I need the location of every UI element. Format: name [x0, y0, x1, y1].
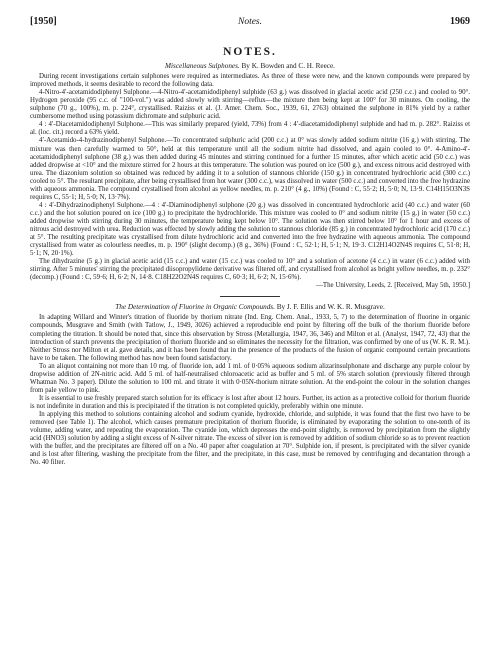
note1-signature: —The University, Leeds, 2. [Received, May 5th, 1950.]	[316, 282, 470, 290]
section-divider	[220, 296, 280, 297]
note1-title: Miscellaneous Sulphones.	[165, 62, 240, 71]
note2-paragraph: To an aliquot containing not more than 10 mg. of fluoride ion, add 1 ml. of 0·05% aqueous sodium alizarinsulphonate and discharge any purple colour by dropwise addition of 2N-nitric acid. Add 5 ml. of half-neutralised chloroacetic acid as buffer and 5 ml. of 5% starch solution (previously filtered through Whatman No. 3 paper). Dilute the solution to 100 ml. and titrate it with 0·05N-thorium nitrate solution. At the end-point the colour in the solution changes from pale yellow to pink.	[30, 362, 470, 394]
note2-paragraph: In applying this method to solutions containing alcohol and sodium cyanide, hydroxide, chloride, and sulphide, it was found that the first two have to be removed (see Table 1). The alcohol, which causes premature precipitation of thorium fluoride, is eliminated by evaporating the solution to one-tenth of its volume, adding water, and repeating the evaporation. The cyanide ion, which depresses the end-point slightly, is removed by precipitation from the slightly acid (HNO3) solution by adding a slight excess of N-silver nitrate. The excess of silver ion is removed by addition of sodium chloride so as to prevent reaction with the buffer, and the precipitates are filtered off on a No. 40 paper after coagulation at 70°. Sulphide ion, if present, is precipitated with the silver cyanide and is lost after filtering, washing the precipitate from the filter, and the precipitate, in this case, must be removed by centrifuging and decantation through a No. 40 filter.	[30, 410, 470, 467]
note2-paragraph: In adapting Willard and Winter's titration of fluoride by thorium nitrate (Ind. Eng. Chem. Anal., 1933, 5, 7) to the determination of fluorine in organic compounds, Musgrave and Smith (with Tatlow, J., 1949, 3026) achieved a reproducible end point by filtering off the bulk of the thorium fluoride before completing the titration. It should be noted that, since this observation by Stross (Metallurgia, 1947, 36, 346) and Milton et al. (Analyst, 1947, 72, 43) that the introduction of starch prevents the precipitation of thorium fluoride and so eliminates the necessity for the filtration, was confirmed by one of us (W. K. R. M.). Neither Stross nor Milton et al. gave details, and it has been found that in the presence of the products of the fusion of organic compound certain precautions have to be taken. The following method has now been found satisfactory.	[30, 314, 470, 362]
header-page-number: 1969	[450, 16, 470, 27]
note1-paragraph: 4 : 4′-Dihydrazinodiphenyl Sulphone.—4 : 4′-Diaminodiphenyl sulphone (20 g.) was dissolved in concentrated hydrochloric acid (40 c.c.) and water (60 c.c.) and the hot solution poured on ice (100 g.) to precipitate the hydrochloride. This mixture was cooled to 0° and sodium nitrite (15 g.) in water (50 c.c.) added dropwise with stirring during 30 minutes, the temperature being kept below 10°. The solution was then stirred below 10° for 1 hour and excess of nitrous acid destroyed with urea. Reduction was effected by slowly adding the solution to stannous chloride (85 g.) in concentrated hydrochloric acid (170 c.c.) at 5°. The resulting precipitate was crystallised from dilute hydrochloric acid and converted into the free hydrazine with aqueous ammonia. The compound crystallised from water as colourless needles, m. p. 190° (slight decomp.) (8 g., 36%) (Found : C, 52·1; H, 5·1; N, 19·3. C12H14O2N4S requires C, 51·8; H, 5·1; N, 20·1%).	[30, 201, 470, 258]
note1-paragraph: 4-Nitro-4′-acetamidodiphenyl Sulphone.—4-Nitro-4′-acetamidodiphenyl sulphide (63 g.) was dissolved in glacial acetic acid (250 c.c.) and cooled to 90°. Hydrogen peroxide (95 c.c. of "100-vol.") was added slowly with stirring—reflux—the mixture then being kept at 100° for 30 minutes. On cooling, the sulphone (70 g., 100%), m. p. 224°, crystallised. Raiziss et al. (J. Amer. Chem. Soc., 1939, 61, 2763) obtained the sulphone in 81% yield by a rather cumbersome method using potassium dichromate and sulphuric acid.	[30, 89, 470, 121]
note2-heading	[30, 303, 470, 311]
note1-paragraph: 4′-Acetamido-4-hydrazinodiphenyl Sulphone.—To concentrated sulphuric acid (200 c.c.) at 0° was slowly added sodium nitrite (16 g.) with stirring. The mixture was then carefully warmed to 50°, held at this temperature until all the sodium nitrite had dissolved, and again cooled to 0°. 4-Amino-4′-acetamidodiphenyl sulphone (38 g.) was then added during 45 minutes and stirring continued for a further 15 minutes, after which acetic acid (50 c.c.) was added dropwise at <10° and the mixture stirred for 2 hours at this temperature. The solution was poured on ice (500 g.), and excess nitrous acid destroyed with urea. The diazonium solution so obtained was reduced by adding it to a solution of stannous chloride (150 g.) in concentrated hydrochloric acid (300 c.c.) cooled to 5°. The resultant precipitate, after being crystallised from hot water (300 c.c.), was dissolved in water (500 c.c.) and converted into the free hydrazine with aqueous ammonia. The compound crystallised from alcohol as yellow needles, m. p. 210° (4 g., 10%) (Found : C, 55·2; H, 5·0; N, 13·9. C14H15O3N3S requires C, 55·1; H, 5·0; N, 13·7%).	[30, 137, 470, 201]
note2-paragraph: It is essential to use freshly prepared starch solution for its efficacy is lost after about 12 hours. Further, its action as a protective colloid for thorium fluoride is not indefinite in duration and this is precipitated if the titration is not completed quickly, preferably within one minute.	[30, 394, 470, 410]
note1-heading	[30, 62, 470, 70]
note1-paragraph: During recent investigations certain sulphones were required as intermediates. As three of these were new, and the known compounds were prepared by improved methods, it seems desirable to record the following data.	[30, 73, 470, 89]
header-running-title: Notes.	[237, 17, 262, 27]
page-header	[30, 18, 470, 32]
note2-authors: By J. F. Ellis and W. K. R. Musgrave.	[276, 303, 385, 312]
note2-title: The Determination of Fluorine in Organic Compounds.	[115, 303, 275, 312]
note-miscellaneous-sulphones	[30, 62, 470, 290]
note1-paragraph: 4 : 4′-Diacetamidodiphenyl Sulphone.—This was similarly prepared (yield, 73%) from 4 : 4′-diacetamidodiphenyl sulphide and had m. p. 282°. Raiziss et al. (loc. cit.) record a 63% yield.	[30, 121, 470, 137]
note-fluorine-determination	[30, 303, 470, 467]
header-year: [1950]	[30, 16, 57, 27]
note1-authors: By K. Bowden and C. H. Reece.	[241, 62, 335, 71]
section-title: NOTES.	[223, 46, 277, 58]
note1-paragraph: The dihydrazine (5 g.) in glacial acetic acid (15 c.c.) and water (15 c.c.) was cooled to 10° and a solution of acetone (4 c.c.) in water (6 c.c.) added with stirring. After 5 minutes' stirring the precipitated diisopropylidene derivative was filtered off, and crystallised from alcohol as bright yellow needles, m. p. 232° (decomp.) (Found : C, 59·6; H, 6·2; N, 14·8. C18H22O2N4S requires C, 60·3; H, 6·2; N, 15·6%).	[30, 258, 470, 282]
